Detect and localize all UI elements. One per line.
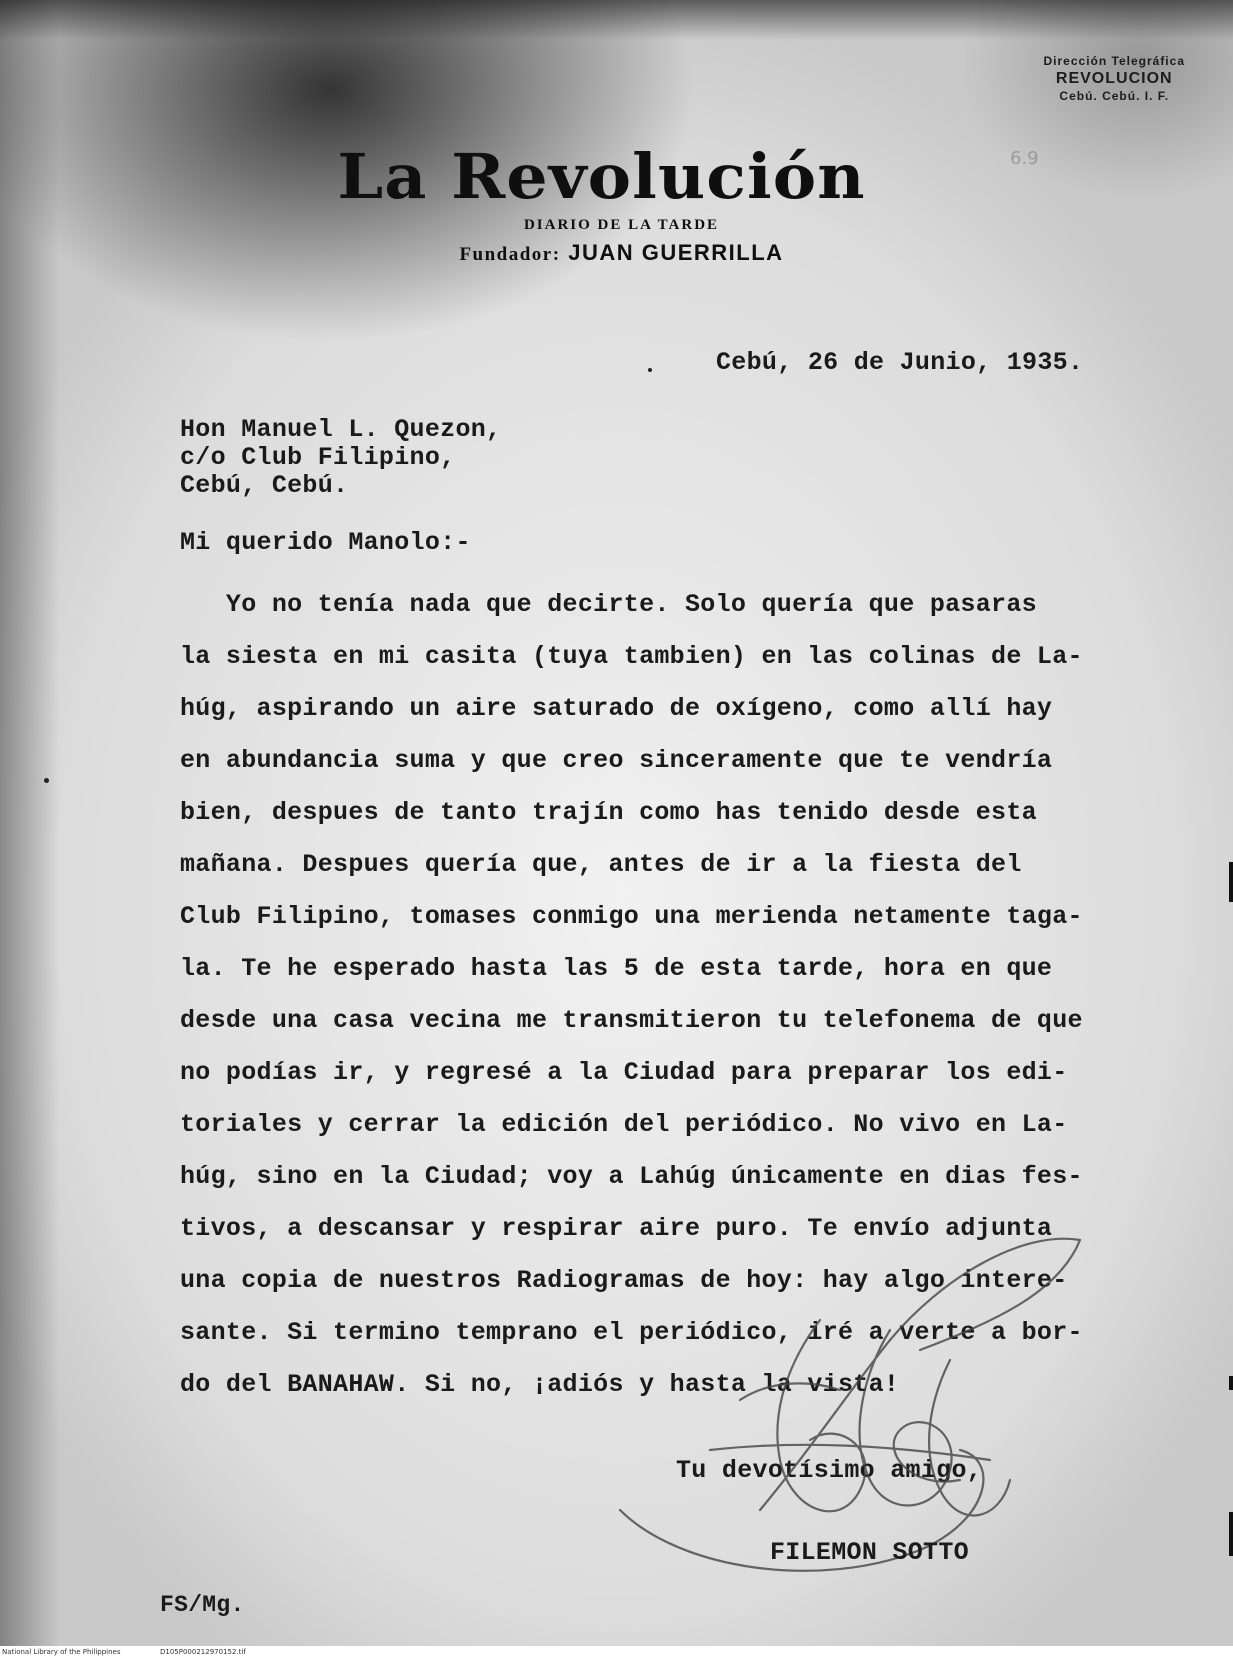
masthead xyxy=(0,140,1233,266)
footer-file-id: D105P000212970152.tif xyxy=(160,1648,246,1656)
recipient-line: Cebú, Cebú. xyxy=(180,471,349,500)
footer-library: National Library of the Philippines xyxy=(2,1648,121,1656)
body-line: sante. Si termino temprano el periódico, iré a verte a bor- xyxy=(180,1318,1083,1347)
scan-speck xyxy=(44,778,49,783)
telegraph-name: REVOLUCION xyxy=(1055,70,1173,87)
body-line: mañana. Despues quería que, antes de ir a la fiesta del xyxy=(180,850,1022,879)
handwritten-signature xyxy=(560,1210,1120,1590)
body-line: húg, sino en la Ciudad; voy a Lahúg únicamente en dias fes- xyxy=(180,1162,1083,1191)
body-line: la siesta en mi casita (tuya tambien) en las colinas de La- xyxy=(180,642,1083,671)
recipient-line: Hon Manuel L. Quezon, xyxy=(180,415,502,444)
scan-edge-mark xyxy=(1229,1376,1233,1390)
body-line: do del BANAHAW. Si no, ¡adiós y hasta la vista! xyxy=(180,1370,900,1399)
closing: Tu devotísimo amigo, xyxy=(676,1456,983,1485)
body-line: desde una casa vecina me transmitieron tu telefonema de que xyxy=(180,1006,1083,1035)
telegraph-address xyxy=(1044,54,1186,104)
scan-edge-mark xyxy=(1229,1512,1233,1556)
telegraph-place: Cebú. Cebú. I. F. xyxy=(1059,89,1170,103)
scan-shadow-top xyxy=(0,0,1233,40)
scan-speck xyxy=(648,368,652,372)
body-line: en abundancia suma y que creo sinceramente que te vendría xyxy=(180,746,1053,775)
founder-line xyxy=(10,240,1233,266)
newspaper-subtitle: DIARIO DE LA TARDE xyxy=(523,217,720,233)
recipient-line: c/o Club Filipino, xyxy=(180,443,456,472)
founder-label: Fundador: xyxy=(459,244,561,265)
scan-edge-mark xyxy=(1229,862,1233,902)
typist-initials: FS/Mg. xyxy=(160,1592,245,1618)
body-line: no podías ir, y regresé a la Ciudad para preparar los edi- xyxy=(180,1058,1068,1087)
salutation: Mi querido Manolo:- xyxy=(180,528,471,557)
body-line: húg, aspirando un aire saturado de oxígeno, como allí hay xyxy=(180,694,1053,723)
body-line: la. Te he esperado hasta las 5 de esta tarde, hora en que xyxy=(180,954,1053,983)
telegraph-label: Dirección Telegráfica xyxy=(1043,54,1185,68)
handwritten-note: 6.9 xyxy=(1010,148,1039,169)
signer-name: FILEMON SOTTO xyxy=(770,1538,969,1567)
body-line: tivos, a descansar y respirar aire puro. Te envío adjunta xyxy=(180,1214,1053,1243)
body-line: bien, despues de tanto trajín como has tenido desde esta xyxy=(180,798,1037,827)
body-line: Club Filipino, tomases conmigo una merienda netamente taga- xyxy=(180,902,1083,931)
dateline: Cebú, 26 de Junio, 1935. xyxy=(716,348,1084,377)
body-line: Yo no tenía nada que decirte. Solo quería que pasaras xyxy=(180,590,1037,619)
body-line: una copia de nuestros Radiogramas de hoy: hay algo intere- xyxy=(180,1266,1068,1295)
founder-name: JUAN GUERRILLA xyxy=(568,240,784,265)
body-line: toriales y cerrar la edición del periódico. No vivo en La- xyxy=(180,1110,1068,1139)
scan-footer xyxy=(0,1647,1233,1658)
newspaper-title: La Revolución xyxy=(337,140,866,213)
